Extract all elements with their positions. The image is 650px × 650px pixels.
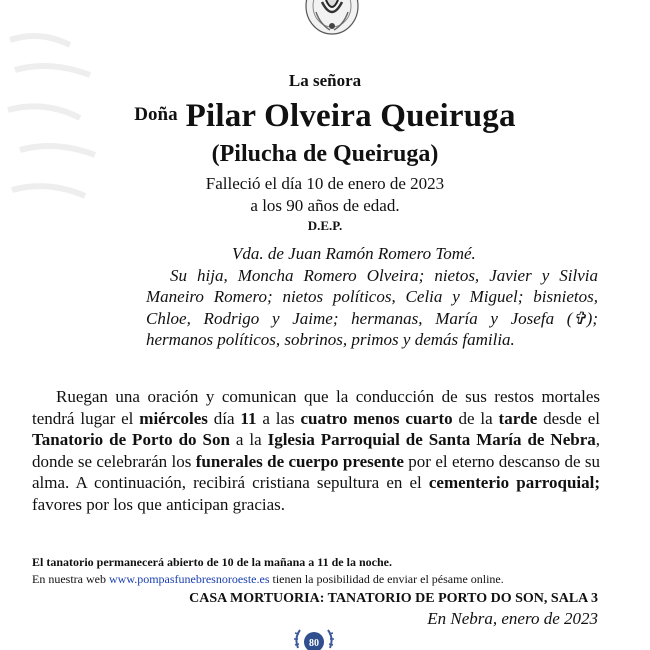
- opening-hours: El tanatorio permanecerá abierto de 10 de la mañana a 11 de la noche.: [32, 555, 392, 569]
- website-note: [32, 572, 504, 587]
- badge-number: 80: [309, 638, 319, 649]
- web-prefix: En nuestra web: [32, 572, 109, 586]
- ann-text: favores por los que anticipan gracias.: [32, 494, 286, 514]
- ann-time: cuatro menos cuarto: [300, 408, 453, 428]
- honorific: Doña: [134, 104, 178, 125]
- deceased-name-row: [0, 98, 650, 135]
- ann-origin: Tanatorio de Porto do Son: [32, 430, 230, 449]
- ann-text: de la: [452, 408, 499, 428]
- rip-text: D.E.P.: [307, 218, 343, 233]
- web-suffix: tienen la posibilidad de enviar el pésame online.: [269, 572, 504, 586]
- ann-church: Iglesia Parroquial de Santa María de Nebra: [267, 430, 596, 449]
- age-at-death: a los 90 años de edad.: [250, 196, 400, 215]
- nickname: (Pilucha de Queiruga): [211, 141, 439, 167]
- funeral-home-location: CASA MORTUORIA: TANATORIO DE PORTO DO SON, SALA 3: [189, 591, 598, 606]
- deceased-name: Pilar Olveira Queiruga: [185, 98, 516, 134]
- ann-text: a las: [256, 408, 301, 428]
- announcement-paragraph: [32, 386, 600, 515]
- ann-text: desde el: [537, 408, 600, 428]
- ann-text: por el eterno descanso de su alma. A continuación, recibirá cristiana sepultura en el: [32, 451, 600, 492]
- ann-text: Ruegan una oración y comunican que la conducción de sus restos mortales tendrá lugar el: [32, 387, 600, 428]
- widow-line: Vda. de Juan Ramón Romero Tomé.: [232, 244, 476, 263]
- ann-text: a la: [229, 430, 268, 449]
- family-list: [146, 243, 598, 351]
- intro-text: La señora: [288, 71, 362, 90]
- ann-text: , donde se celebrarán los: [32, 430, 600, 471]
- relatives-paragraph: Su hija, Moncha Romero Olveira; nietos, Javier y Silvia Maneiro Romero; nietos políticos, Celia y Miguel; bisnietos, Chloe, Rodrigo y Jaime; hermanas, María y Josefa (✞); hermanos políticos, sobrinos, primos y demás familia.: [146, 265, 598, 349]
- death-date: Falleció el día 10 de enero de 2023: [205, 174, 445, 193]
- ann-period: tarde: [498, 408, 538, 428]
- ann-funeral: funerales de cuerpo presente: [195, 451, 404, 471]
- religious-emblem-icon: [300, 0, 364, 36]
- ann-date: 11: [240, 408, 257, 428]
- ann-day: miércoles: [139, 408, 208, 428]
- ann-cemetery: cementerio parroquial;: [428, 473, 601, 492]
- ann-text: día: [207, 408, 241, 428]
- place-and-date: En Nebra, enero de 2023: [427, 609, 598, 628]
- website-link[interactable]: www.pompasfunebresnoroeste.es: [108, 572, 270, 586]
- anniversary-badge-icon: [292, 628, 336, 650]
